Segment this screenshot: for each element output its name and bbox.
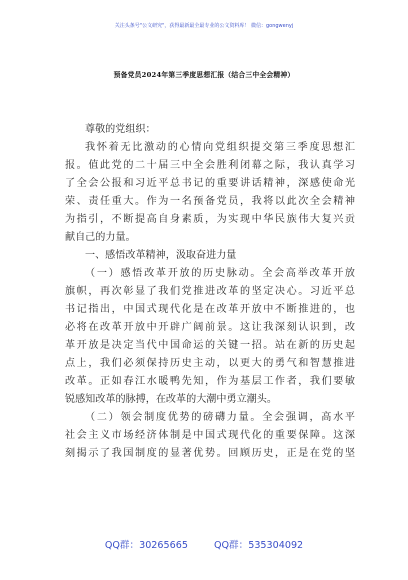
paragraph-line: 报。值此党的二十届三中全会胜利闭幕之际，我认真学习 [65,160,355,171]
paragraph-line: 锐感知改革的脉搏，在改革的大潮中勇立潮头。 [65,394,277,405]
paragraph-line: 了全会公报和习近平总书记的重要讲话精神，深感使命光 [65,178,355,189]
paragraph-line: 改革。正如春江水暖鸭先知，作为基层工作者，我们要敏 [65,376,355,387]
paragraph-line: 献自己的力量。 [65,232,136,243]
paragraph-line: 点上，我们必须保持历史主动，以更大的勇气和智慧推进 [65,358,355,369]
qq-group-2: QQ群：535304092 [213,540,304,551]
paragraph-line: 刻揭示了我国制度的显著优势。回顾历史，正是在党的坚 [65,448,355,459]
paragraph-line: 我怀着无比激动的心情向党组织提交第三季度思想汇 [85,142,355,153]
paragraph-line: 社会主义市场经济体制是中国式现代化的重要保障。这深 [65,430,355,441]
qq-group-1: QQ群：30265665 [104,540,188,551]
paragraph-line: 革开放是决定当代中国命运的关键一招。站在新的历史起 [65,340,355,351]
header-note: 关注头条号"公文研究"，获得最新最全最专业的公文资料库！ 微信：gongwenyj [114,23,294,29]
paragraph-line: 旗帜，再次彰显了我们党推进改革的坚定决心。习近平总 [65,286,355,297]
document-title: 预备党员2024年第三季度思想汇报（结合三中全会精神） [113,71,295,79]
paragraph-line: （一）感悟改革开放的历史脉动。全会高举改革开放 [85,268,355,279]
paragraph-line: 荣、责任重大。作为一名预备党员，我将以此次全会精神 [65,196,355,207]
section-heading: 一、感悟改革精神，汲取奋进力量 [85,250,237,261]
footer-qq-groups [0,537,408,551]
paragraph-line: （二）领会制度优势的磅礴力量。全会强调，高水平 [85,412,355,423]
paragraph-line: 必将在改革开放中开辟广阔前景。这让我深刻认识到，改 [65,322,355,333]
paragraph-line: 书记指出，中国式现代化是在改革开放中不断推进的，也 [65,304,355,315]
salutation: 尊敬的党组织： [85,124,156,135]
paragraph-line: 为指引，不断提高自身素质，为实现中华民族伟大复兴贡 [65,214,355,225]
